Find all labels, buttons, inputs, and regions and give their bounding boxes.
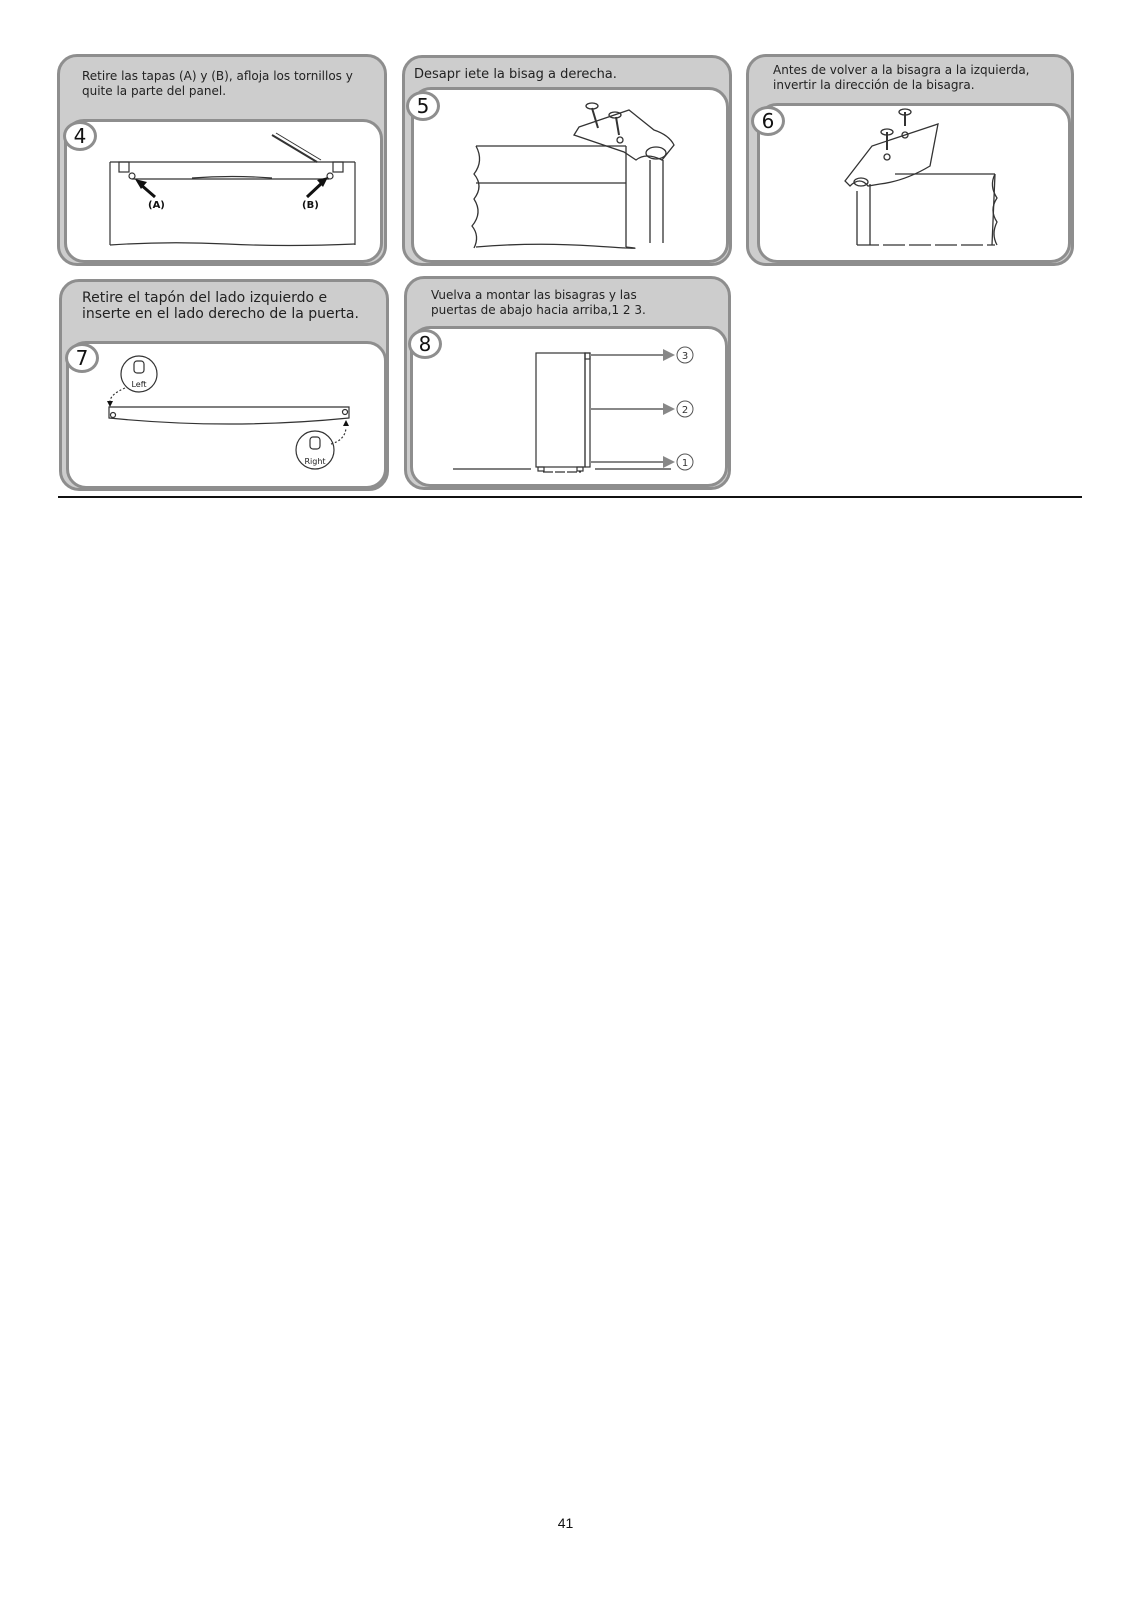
step-4-label-b: (B)	[302, 200, 319, 211]
step-7-drawing	[69, 344, 387, 489]
step-4-drawing	[67, 122, 383, 263]
step-4-panel	[57, 54, 387, 266]
arrow-3-icon	[663, 349, 675, 361]
arrow-1-icon	[663, 456, 675, 468]
step-5-panel	[402, 55, 732, 266]
step-8-illustration	[410, 326, 728, 487]
step-5-caption: Desapr iete la bisag a derecha.	[414, 67, 617, 82]
step-7-label-right: Right	[304, 457, 326, 466]
arrow-left-icon	[107, 401, 113, 407]
step-8-number: 8	[408, 329, 442, 359]
step-4-number: 4	[63, 121, 97, 151]
step-8-panel	[404, 276, 731, 490]
step-6-panel	[746, 54, 1074, 266]
page-number: 41	[557, 1515, 574, 1531]
step-8-marker-3: 3	[681, 351, 689, 362]
step-6-caption: Antes de volver a la bisagra a la izquierda, invertir la dirección de la bisagra.	[773, 63, 1030, 92]
step-4-caption: Retire las tapas (A) y (B), afloja los tornillos y quite la parte del panel.	[82, 69, 353, 98]
step-6-number: 6	[751, 106, 785, 136]
step-8-marker-2: 2	[681, 405, 689, 416]
arrow-right-icon	[343, 420, 349, 426]
step-8-caption: Vuelva a montar las bisagras y las puertas de abajo hacia arriba,1 2 3.	[431, 288, 646, 317]
step-7-panel	[59, 279, 389, 491]
step-5-number: 5	[406, 91, 440, 121]
step-4-illustration	[64, 119, 383, 263]
step-6-illustration	[757, 103, 1071, 263]
arrow-2-icon	[663, 403, 675, 415]
step-5-illustration	[411, 87, 729, 263]
step-7-illustration	[66, 341, 387, 489]
step-8-marker-1: 1	[681, 458, 689, 469]
section-divider	[58, 496, 1082, 498]
step-5-drawing	[414, 90, 729, 263]
step-7-label-left: Left	[131, 380, 147, 389]
step-8-drawing	[413, 329, 728, 487]
step-6-drawing	[760, 106, 1071, 263]
step-7-caption: Retire el tapón del lado izquierdo e inserte en el lado derecho de la puerta.	[82, 290, 359, 322]
step-7-number: 7	[65, 343, 99, 373]
step-4-label-a: (A)	[148, 200, 165, 211]
